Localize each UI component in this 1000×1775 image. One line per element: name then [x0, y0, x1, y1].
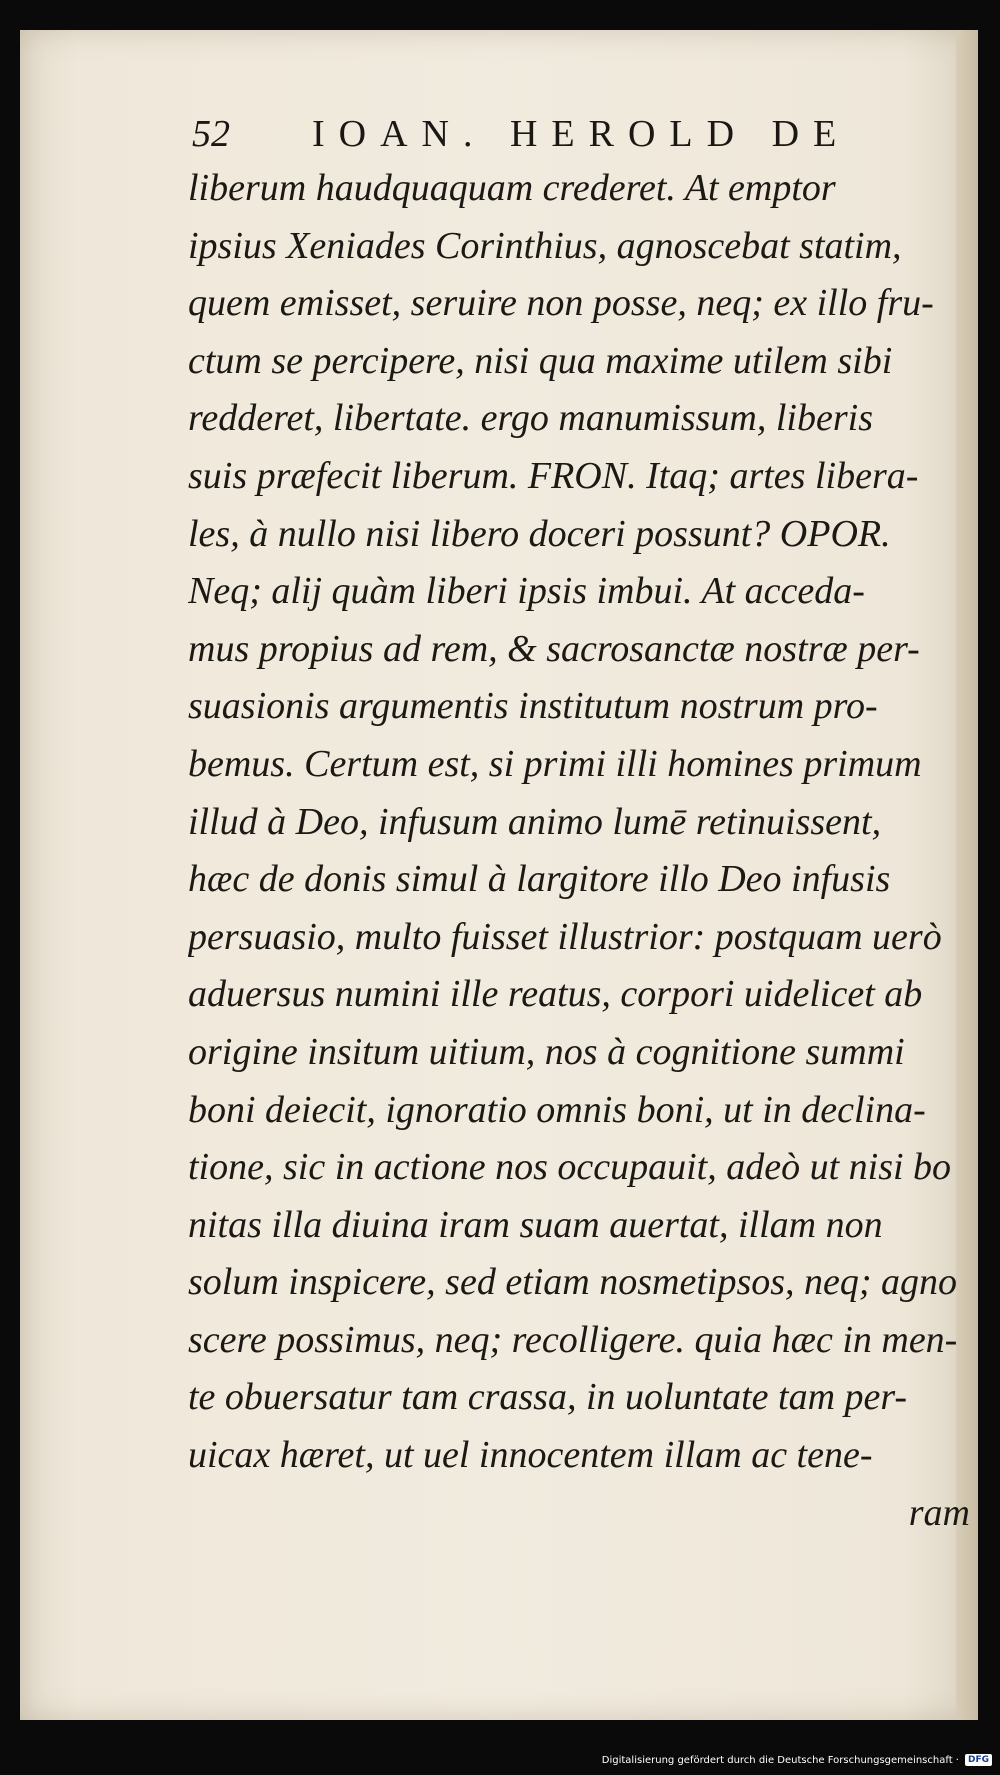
text-line: illud à Deo, infusum animo lumē retinuissent, — [188, 800, 882, 843]
text-line: hæc de donis simul à largitore illo Deo infusis — [188, 858, 891, 901]
credit-text: Digitalisierung gefördert durch die Deutsche Forschungsgemeinschaft · — [601, 1754, 959, 1766]
page-number: 52 — [192, 113, 230, 155]
text-line: mus propius ad rem, & sacrosanctæ nostræ per- — [188, 627, 920, 670]
text-line: suis præfecit liberum. FRON. Itaq; artes libera- — [188, 454, 919, 497]
catchword: ram — [908, 1491, 970, 1534]
text-line: solum inspicere, sed etiam nosmetipsos, neq; agno — [188, 1261, 958, 1304]
text-line: boni deiecit, ignoratio omnis boni, ut in declina- — [188, 1088, 926, 1131]
text-line: scere possimus, neq; recolligere. quia hæc in men- — [188, 1318, 958, 1361]
text-line: quem emisset, seruire non posse, neq; ex illo fru- — [188, 282, 934, 325]
text-line: redderet, libertate. ergo manumissum, liberis — [188, 397, 873, 440]
text-line: aduersus numini ille reatus, corpori uidelicet ab — [188, 973, 923, 1016]
dfg-logo: DFG — [965, 1754, 992, 1766]
text-line: ipsius Xeniades Corinthius, agnoscebat statim, — [188, 224, 902, 267]
text-line: Neq; alij quàm liberi ipsis imbui. At acceda- — [188, 570, 865, 613]
text-line: ctum se percipere, nisi qua maxime utilem sibi — [188, 339, 893, 382]
text-line: origine insitum uitium, nos à cognitione summi — [188, 1030, 905, 1073]
digitization-credit — [602, 1751, 992, 1769]
text-line: les, à nullo nisi libero doceri possunt? OPOR. — [188, 512, 891, 555]
text-line: bemus. Certum est, si primi illi homines primum — [188, 742, 922, 785]
text-line: nitas illa diuina iram suam auertat, illam non — [188, 1203, 883, 1246]
text-line: tione, sic in actione nos occupauit, adeò ut nisi bo — [188, 1146, 952, 1189]
text-line: uicax hæret, ut uel innocentem illam ac tene- — [188, 1434, 873, 1477]
page-header — [192, 112, 892, 160]
text-line: suasionis argumentis institutum nostrum pro- — [188, 685, 878, 728]
text-line: persuasio, multo fuisset illustrior: postquam uerò — [188, 915, 942, 958]
running-head: IOAN. HEROLD DE — [312, 113, 851, 155]
text-line: te obuersatur tam crassa, in uoluntate tam per- — [188, 1376, 908, 1419]
text-line: liberum haudquaquam crederet. At emptor — [188, 167, 836, 209]
text-block — [188, 160, 978, 1542]
